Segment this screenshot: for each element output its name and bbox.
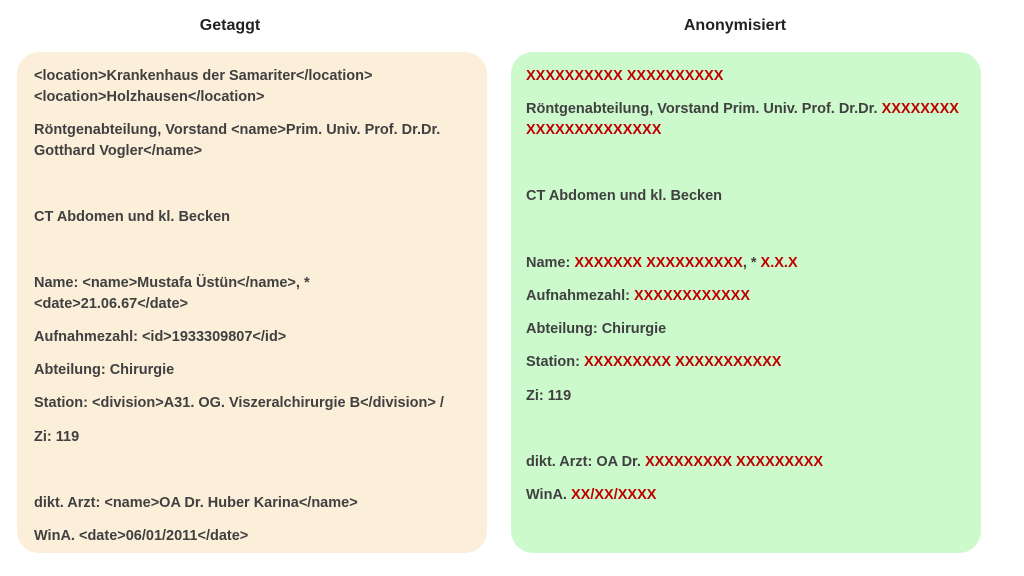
anon-dept-prefix: Röntgenabteilung, Vorstand Prim. Univ. Prof. Dr.Dr.: [526, 101, 878, 117]
anon-location: [526, 66, 723, 87]
tagged-admission: Aufnahmezahl: <id>1933309807</id>: [34, 329, 287, 345]
tagged-dept-line-2: Gotthard Vogler</name>: [34, 143, 203, 159]
anon-department: Abteilung: Chirurgie: [526, 321, 667, 337]
anon-dept-mask-2: XXXXXXXXXXXXXX: [526, 122, 662, 138]
anon-name-label: Name:: [526, 255, 571, 271]
anon-dept-line-1: [526, 99, 959, 120]
anon-station-label: Station:: [526, 354, 580, 370]
anon-doctor-label: dikt. Arzt: OA Dr.: [526, 454, 641, 470]
anon-name: [526, 253, 798, 274]
anon-name-sep: , *: [742, 255, 757, 271]
tagged-panel: [17, 52, 487, 553]
anon-location-mask: XXXXXXXXXX XXXXXXXXXX: [526, 68, 724, 84]
anon-admission-mask: XXXXXXXXXXXX: [633, 288, 751, 304]
tagged-doctor: dikt. Arzt: <name>OA Dr. Huber Karina</name>: [34, 495, 358, 511]
anon-name-mask: XXXXXXX XXXXXXXXXX: [574, 255, 743, 271]
tagged-name-line-2: <date>21.06.67</date>: [34, 296, 188, 312]
tagged-location-2: <location>Holzhausen</location>: [34, 89, 265, 105]
anon-doctor-mask: XXXXXXXXX XXXXXXXXX: [644, 454, 824, 470]
anon-dept-mask-1: XXXXXXXX: [881, 101, 959, 117]
anon-exam: CT Abdomen und kl. Becken: [526, 188, 723, 204]
anonymized-header: Anonymisiert: [683, 17, 787, 34]
anon-admission-label: Aufnahmezahl:: [526, 288, 630, 304]
tagged-location-1: <location>Krankenhaus der Samariter</location>: [34, 68, 373, 84]
tagged-name-line-1: Name: <name>Mustafa Üstün</name>, *: [34, 275, 310, 291]
tagged-header: Getaggt: [199, 17, 261, 34]
anon-win-label: WinA.: [526, 487, 567, 503]
anon-station-mask: XXXXXXXXX XXXXXXXXXXX: [584, 354, 782, 370]
tagged-win: WinA. <date>06/01/2011</date>: [34, 528, 249, 544]
anon-room: Zi: 119: [526, 388, 572, 404]
tagged-room: Zi: 119: [34, 429, 80, 445]
tagged-exam: CT Abdomen und kl. Becken: [34, 209, 231, 225]
anon-admission: [526, 286, 750, 307]
anon-dept-line-2: [526, 120, 661, 141]
anon-doctor: [526, 452, 823, 473]
anon-dob-mask: X.X.X: [760, 255, 798, 271]
anon-station: [526, 352, 781, 373]
tagged-department: Abteilung: Chirurgie: [34, 362, 175, 378]
tagged-dept-line-1: Röntgenabteilung, Vorstand <name>Prim. Univ. Prof. Dr.Dr.: [34, 122, 441, 138]
anon-win: [526, 485, 656, 506]
anon-win-mask: XX/XX/XXXX: [570, 487, 657, 503]
tagged-station: Station: <division>A31. OG. Viszeralchirurgie B</division> /: [34, 395, 444, 411]
anonymized-panel: [511, 52, 981, 553]
